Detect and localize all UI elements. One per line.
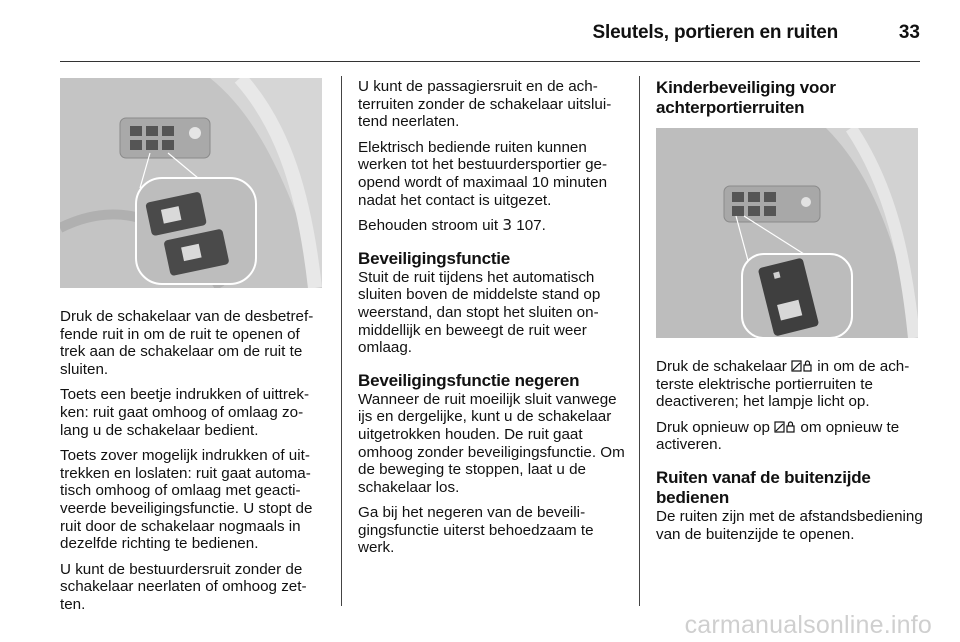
column-1 bbox=[60, 78, 324, 622]
window-switch-illustration bbox=[60, 78, 322, 288]
watermark: carmanualsonline.info bbox=[684, 611, 932, 639]
section-title: Sleutels, portieren en ruiten bbox=[592, 22, 838, 43]
heading-override-safety: Beveiligingsfunctie negeren bbox=[358, 370, 580, 390]
heading-child-lock: Kinderbeveiliging voor achterportierruiten bbox=[656, 78, 836, 117]
page-reference-icon: 3 bbox=[502, 216, 513, 235]
header-rule bbox=[60, 61, 920, 62]
paragraph: Behouden stroom uit 3 107. bbox=[358, 216, 546, 235]
heading-outside-operation: Ruiten vanaf de buitenzijde bedienen bbox=[656, 467, 871, 507]
column-divider bbox=[639, 76, 640, 606]
paragraph: Ga bij het negeren van de beveiligingsfunctie uiterst behoedzaam te werk. bbox=[358, 504, 594, 557]
paragraph: Toets een beetje indrukken of uittrekken: ruit gaat omhoog of omlaag zolang u de schakelaar bedient. bbox=[60, 386, 310, 439]
paragraph: Elektrisch bediende ruiten kunnen werken tot het bestuurdersportier geopend wordt of maximaal 10 minuten nadat het contact is uitgezet. bbox=[358, 138, 608, 209]
paragraph: U kunt de bestuurdersruit zonder de schakelaar neerlaten of omhoog zetten. bbox=[60, 560, 307, 613]
page-number: 33 bbox=[898, 22, 920, 43]
paragraph: Druk opnieuw op om opnieuw te activeren. bbox=[656, 418, 900, 454]
paragraph: Stuit de ruit tijdens het automatisch sluiten boven de middelste stand op weerstand, dan stopt het sluiten onmiddellijk en beweegt de ruit weer omlaag. bbox=[358, 268, 601, 357]
page-header bbox=[0, 0, 960, 62]
column-2 bbox=[358, 78, 626, 565]
child-lock-window-icon bbox=[774, 420, 796, 432]
paragraph: U kunt de passagiersruit en de achterruiten zonder de schakelaar uitsluitend neerlaten. bbox=[358, 78, 612, 131]
paragraph: De ruiten zijn met de afstandsbediening van de buitenzijde te openen. bbox=[656, 507, 923, 543]
child-lock-window-icon bbox=[791, 359, 813, 371]
column-3 bbox=[656, 78, 924, 551]
paragraph: Wanneer de ruit moeilijk sluit vanwege ijs en dergelijke, kunt u de schakelaar uitgetrokken houden. De ruit gaat omhoog zonder beveiligingsfunctie. Om de beweging te stoppen, laat u de schakelaar los. bbox=[358, 390, 625, 496]
column-divider bbox=[341, 76, 342, 606]
child-lock-switch-illustration bbox=[656, 128, 918, 338]
heading-safety-function: Beveiligingsfunctie bbox=[358, 248, 511, 268]
paragraph: Druk de schakelaar van de desbetreffende ruit in om de ruit te openen of trek aan de schakelaar om de ruit te sluiten. bbox=[60, 308, 314, 378]
paragraph: Toets zover mogelijk indrukken of uittrekken en loslaten: ruit gaat automatisch omhoog of omlaag met geactiveerde beveiligingsfunctie. U stopt de ruit door de schakelaar nogmaals in dezelfde richting te bedienen. bbox=[60, 447, 313, 553]
paragraph: Druk de schakelaar in om de achterste elektrische portierruiten te deactiveren; het lampje licht op. bbox=[656, 358, 910, 411]
